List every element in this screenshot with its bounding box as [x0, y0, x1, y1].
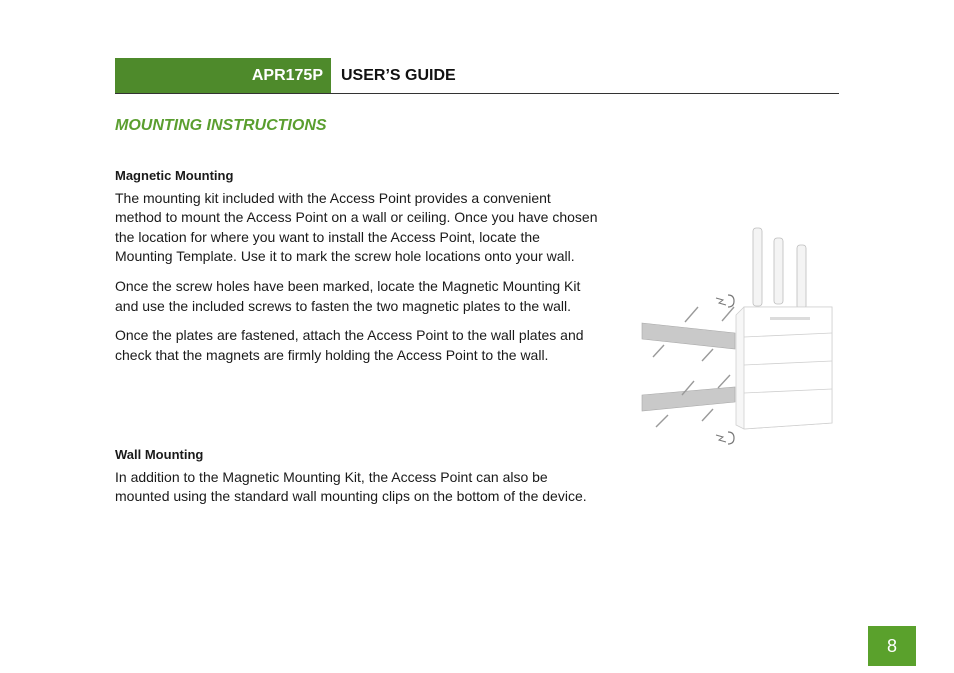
magnetic-para-1: The mounting kit included with the Access Point provides a convenient method to mount the Access Point on a wall or ceiling. Once you have chosen the location for where you want to install the Access Point, locate the Mounting Template. Use it to mark the screw hole locations onto your wall. [115, 189, 598, 265]
magnetic-plate-icon [642, 323, 735, 411]
page-number-badge: 8 [868, 626, 916, 666]
magnetic-para-2: Once the screw holes have been marked, locate the Magnetic Mounting Kit and use the included screws to fasten the two magnetic plates to the wall. [115, 277, 581, 314]
access-point-body [736, 307, 832, 429]
section-title: MOUNTING INSTRUCTIONS [115, 117, 327, 134]
wall-mounting-section [115, 445, 600, 507]
header-guide-title: USER’S GUIDE [341, 66, 456, 84]
magnetic-mounting-section [115, 166, 600, 365]
wall-mounting-heading: Wall Mounting [115, 447, 204, 462]
antenna-icon [753, 228, 806, 309]
magnetic-mounting-heading: Magnetic Mounting [115, 168, 234, 183]
wall-para-1: In addition to the Magnetic Mounting Kit, the Access Point can also be mounted using the standard wall mounting clips on the bottom of the device. [115, 468, 587, 505]
header-divider [115, 93, 839, 94]
header-model-label: APR175P [115, 58, 331, 93]
magnetic-para-3: Once the plates are fastened, attach the Access Point to the wall plates and check that the magnets are firmly holding the Access Point to the wall. [115, 327, 584, 363]
access-point-mount-illustration [640, 225, 840, 455]
